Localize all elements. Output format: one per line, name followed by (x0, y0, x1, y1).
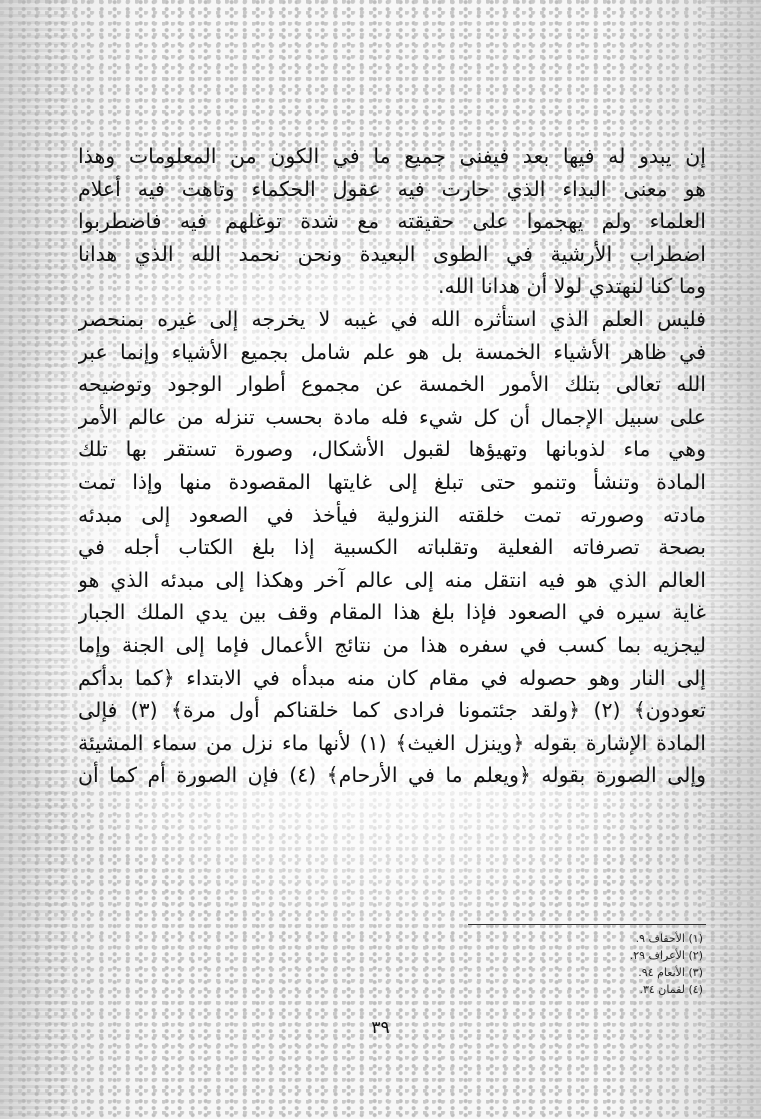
body-line: اضطراب الأرشية في الطوى البعيدة ونحن نحمد الله الذي هدانا (78, 241, 706, 266)
footnote-divider (468, 924, 706, 925)
footnote-item: (١) الأحقاف ٩. (635, 932, 703, 945)
footnote-item: (٤) لقمان ٣٤. (639, 983, 703, 996)
body-line: وما كنا لنهتدي لولا أن هدانا الله. (437, 274, 706, 299)
body-line: ليجزيه بما كسب في سفره هذا من نتائج الأعمال فإما إلى الجنة وإما (78, 632, 706, 657)
body-line: المادة الإشارة بقوله ﴿وينزل الغيث﴾ (١) لأنها ماء نزل من سماء المشيئة (78, 730, 706, 755)
body-text (78, 140, 706, 792)
footnotes (403, 930, 703, 998)
footnote-item: (٣) الأنعام ٩٤. (638, 966, 703, 979)
body-line: هو معنى البداء الذي حارت فيه عقول الحكماء وتاهت فيه أعلام (78, 176, 706, 201)
body-line: إلى النار وهو حصوله في مقام كان منه مبدأه في الابتداء ﴿كما بدأكم (78, 665, 706, 690)
body-line: غاية سيره في الصعود فإذا بلغ هذا المقام وقف بين يدي الملك الجبار (78, 600, 706, 625)
page-number: ٣٩ (371, 1018, 390, 1038)
body-line: العالم الذي هو فيه انتقل منه إلى عالم آخر وهكذا إلى مبدئه الذي هو (78, 567, 706, 592)
body-line: المادة وتنشأ وتنمو حتى تبلغ إلى غايتها المقصودة منها وإذا تمت (78, 469, 706, 494)
body-line: العلماء ولم يهجموا على حقيقته مع شدة توغلهم فيه فاضطربوا (78, 209, 706, 234)
body-line: في ظاهر الأشياء الخمسة بل هو علم شامل بجميع الأشياء وإنما عبر (78, 339, 706, 364)
scan-noise-left (0, 0, 70, 1119)
scan-noise-right (706, 0, 761, 1119)
body-line: إن يبدو له فيها بعد فيفنى جميع ما في الكون من المعلومات وهذا (78, 144, 706, 168)
footnote-item: (٢) الأعراف ٢٩. (629, 949, 703, 962)
body-line: وإلى الصورة بقوله ﴿ويعلم ما في الأرحام﴾ (٤) فإن الصورة أم كما أن (78, 763, 706, 788)
body-line: على سبيل الإجمال أن كل شيء فله مادة بحسب تنزله من عالم الأمر (78, 404, 706, 429)
body-line: مادته وصورته تمت خلقته النزولية فيأخذ في الصعود إلى مبدئه (78, 502, 706, 527)
body-line: وهي ماء لذوبانها وتهيؤها لقبول الأشكال، وصورة تستقر بها تلك (78, 437, 706, 462)
body-line: فليس العلم الذي استأثره الله في غيبه لا يخرجه إلى غيره بمنحصر (78, 306, 706, 331)
body-line: الله تعالى بتلك الأمور الخمسة عن مجموع أطوار الوجود وتوضيحه (78, 372, 706, 397)
body-line: بصحة تصرفاته الفعلية وتقلباته الكسبية إذا بلغ الكتاب أجله في (78, 535, 706, 560)
body-line: تعودون﴾ (٢) ﴿ولقد جئتمونا فرادى كما خلقناكم أول مرة﴾ (٣) فإلى (78, 698, 706, 723)
